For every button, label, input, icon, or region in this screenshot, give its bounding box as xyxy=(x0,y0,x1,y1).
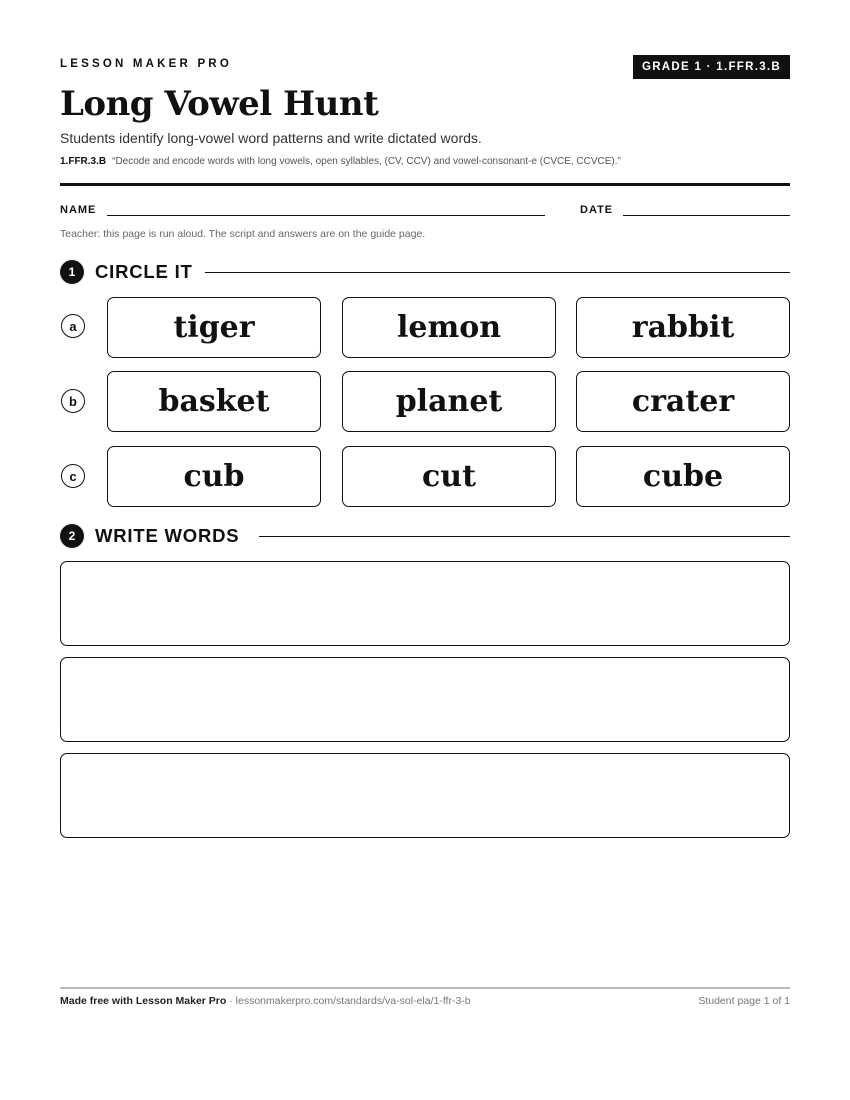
word-card[interactable]: cut xyxy=(342,446,556,507)
row-letter-c: c xyxy=(61,464,85,488)
header-divider xyxy=(60,183,790,186)
footer-made-with: Made free with Lesson Maker Pro xyxy=(60,995,227,1007)
date-label: DATE xyxy=(580,204,614,216)
word-card[interactable]: rabbit xyxy=(576,297,790,358)
page-title: Long Vowel Hunt xyxy=(60,84,379,124)
date-field[interactable] xyxy=(623,215,790,216)
section-2-rule xyxy=(259,536,790,537)
section-1-number: 1 xyxy=(60,260,84,284)
footer-url[interactable]: lessonmakerpro.com/standards/va-sol-ela/1-ffr-3-b xyxy=(235,995,471,1007)
name-field[interactable] xyxy=(107,215,545,216)
section-2-title: WRITE WORDS xyxy=(95,525,240,546)
footer-separator: · xyxy=(226,995,236,1007)
row-letter-a: a xyxy=(61,314,85,338)
word-card[interactable]: cube xyxy=(576,446,790,507)
standard-line xyxy=(60,156,621,167)
word-card[interactable]: crater xyxy=(576,371,790,432)
grade-badge: GRADE 1 · 1.FFR.3.B xyxy=(633,55,790,79)
write-box-3[interactable] xyxy=(60,753,790,838)
footer-credit xyxy=(60,995,471,1007)
brand-name: LESSON MAKER PRO xyxy=(60,58,232,70)
section-2-number: 2 xyxy=(60,524,84,548)
page-subtitle: Students identify long-vowel word patterns and write dictated words. xyxy=(60,130,482,146)
word-card[interactable]: cub xyxy=(107,446,321,507)
footer-divider xyxy=(60,987,790,989)
section-1-title: CIRCLE IT xyxy=(95,261,193,282)
word-card[interactable]: lemon xyxy=(342,297,556,358)
write-box-2[interactable] xyxy=(60,657,790,742)
standard-description: “Decode and encode words with long vowels, open syllables, (CV, CCV) and vowel-consonant-e (CVCE, CCVCE).” xyxy=(112,156,621,167)
name-label: NAME xyxy=(60,204,97,216)
teacher-note: Teacher: this page is run aloud. The script and answers are on the guide page. xyxy=(60,228,426,240)
footer-page-number: Student page 1 of 1 xyxy=(698,995,790,1007)
word-card[interactable]: planet xyxy=(342,371,556,432)
word-card[interactable]: tiger xyxy=(107,297,321,358)
standard-code: 1.FFR.3.B xyxy=(60,156,107,167)
row-letter-b: b xyxy=(61,389,85,413)
word-card[interactable]: basket xyxy=(107,371,321,432)
section-1-rule xyxy=(205,272,790,273)
write-box-1[interactable] xyxy=(60,561,790,646)
